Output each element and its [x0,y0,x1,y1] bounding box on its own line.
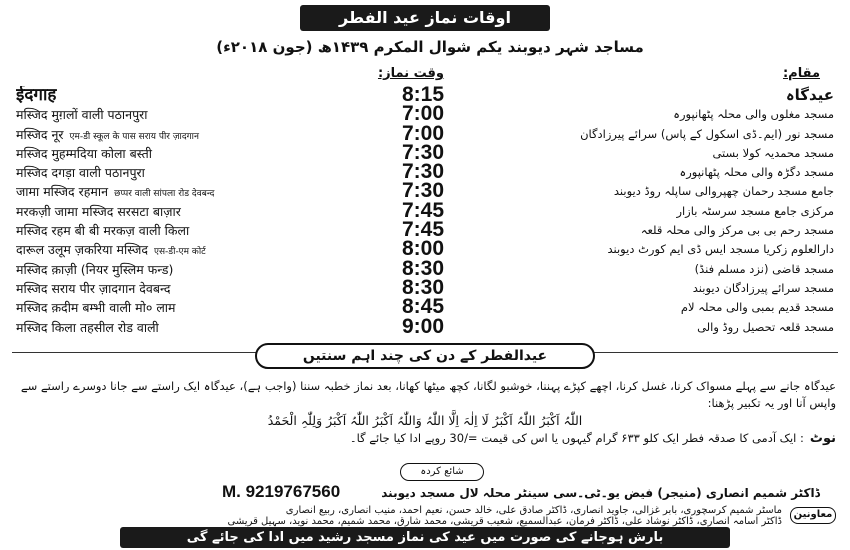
hindi-mosque-name: मस्जिद सराय पीर ज़ादगान देवबन्द [16,280,171,296]
hindi-mosque-name: ईदगाह [16,86,57,105]
poster-subtitle: مساجد شہر دیوبند یکم شوال المکرم ۱۴۳۹ھ (جون ۲۰۱۸ء) [216,38,644,56]
hindi-mosque-name: मस्जिद मुहम्मदिया कोला बस्ती [16,145,153,161]
poster-title: اوقات نماز عید الفطر [300,5,550,31]
helpers-section [84,505,836,527]
rain-notice-footer: بارش ہوجانے کی صورت میں عید کی نماز مسجد رشید میں ادا کی جائے گی [120,527,730,548]
urdu-mosque-name: مسجد مغلوں والی محلہ پٹھانپورہ [673,107,834,122]
prayer-time: 8:30 [401,256,445,280]
note-text: : ایک آدمی کا صدقہ فطر ایک کلو ۶۳۳ گرام گیہوں یا اس کی قیمت =/30 روپے ادا کیا جائے گا۔ [349,431,804,445]
urdu-mosque-name: مسجد محمدیہ کولا بستی [712,145,834,160]
urdu-mosque-name: مسجد قلعہ تحصیل روڈ والی [697,319,834,334]
hindi-mosque-name: मस्जिद क़ाज़ी (नियर मुस्लिम फन्ड) [16,261,174,277]
hindi-mosque-name: मस्जिद रहम बी बी मरकज़ वाली किला [16,223,190,239]
place-column-header: مقام: [782,66,820,81]
hindi-mosque-name: मस्जिद किला तहसील रोड वाली [16,319,159,335]
hindi-mosque-name: मस्जिद क़दीम बम्भी वाली मो० लाम [16,300,176,316]
prayer-time: 7:30 [401,160,445,184]
published-by-badge: شائع کردہ [400,463,484,481]
takbir-text: اللّٰہُ اَکْبَرُ اللّٰہُ اَکْبَرُ لَا اِلٰہَ اِلَّا اللّٰہُ وَاللّٰہُ اَکْبَرُ اللّٰہُ اَکْبَرُ وَلِلّٰہِ الْحَمْدُ [267,413,583,428]
prayer-time: 8:00 [401,237,445,261]
prayer-times-table [16,83,834,338]
hindi-mosque-name: दारूल उलूम ज़करिया मस्जिद एस-डी-एम कोर्ट [16,242,206,258]
urdu-mosque-name: مسجد دگڑہ والی محلہ پٹھانپورہ [679,165,834,180]
prayer-time: 8:15 [401,83,445,106]
helpers-line: ماسٹر شمیم کرسچوری، بابر غزالی، جاوید انصاری، ڈاکٹر صادق علی، خالد حسن، نعیم احمد، منیب انصاری، ربیع انصاری [285,505,782,516]
sunnah-text: عیدگاہ جانے سے پہلے مسواک کرنا، غسل کرنا، اچھے کپڑے پہننا، خوشبو لگانا، کچھ میٹھا کھانا، بعد نماز خطبہ سننا (واجب ہے)، عیدگاہ ایک راستے سے جانا دوسرے راستے سے واپس آنا اور یہ تکبیر پڑھنا: [20,379,836,410]
table-row [16,314,834,338]
time-column-header: وقت نماز: [377,66,445,81]
urdu-mosque-name: عیدگاہ [785,86,834,104]
prayer-time: 7:00 [401,121,445,145]
urdu-mosque-name: دارالعلوم زکریا مسجد ایس ڈی ایم کورٹ دیوبند [607,242,834,257]
prayer-time: 8:30 [401,275,445,299]
hindi-mosque-name: मरकज़ी जामा मस्जिद सरसटा बाज़ार [16,203,181,219]
prayer-time: 7:30 [401,179,445,203]
sunnah-banner: عیدالفطر کے دن کی چند اہم سنتیں [255,343,595,369]
prayer-time: 7:00 [401,102,445,126]
hindi-mosque-name: मस्जिद दगड़ा वाली पठानपुरा [16,165,145,181]
prayer-time: 8:45 [401,295,445,319]
helpers-label: معاونین [790,507,836,524]
hindi-mosque-name: मस्जिद नूर एम-डी स्कूल के पास सराय पीर ज़ादगान [16,126,200,142]
note-label: نوٹ [809,431,836,446]
urdu-mosque-name: مسجد سرائے پیرزادگان دیوبند [692,280,834,295]
helpers-list [82,505,782,527]
prayer-time: 9:00 [401,314,445,338]
fitrah-note [14,430,836,448]
urdu-mosque-name: مسجد قاضی (نزد مسلم فنڈ) [694,261,834,276]
urdu-mosque-name: مسجد نور (ایم۔ڈی اسکول کے پاس) سرائے پیرزادگان [580,126,834,141]
prayer-time: 7:30 [401,140,445,164]
prayer-time: 7:45 [401,218,445,242]
prayer-time: 7:45 [401,198,445,222]
hindi-mosque-name: मस्जिद मुग़लों वाली पठानपुरा [16,107,148,123]
mobile-number: M. 9219767560 [222,482,341,501]
urdu-mosque-name: مسجد رحم بی بی مرکز والی محلہ قلعہ [640,223,834,238]
publisher-name: ڈاکٹر شمیم انصاری (منیجر) فیض یو۔ٹی۔سی سینٹر محلہ لال مسجد دیوبند [381,486,820,500]
helpers-line: ڈاکٹر اسامہ انصاری، ڈاکٹر نوشاد علی، ڈاکٹر فرمان، عبدالسمیع، شعیب قریشی، محمد شارق، محمد شمیم، محمد نوید، سہیل قریشی [227,516,782,527]
hindi-mosque-name: जामा मस्जिद रहमान छप्पर वाली सांपला रोड देवबन्द [16,184,215,200]
urdu-mosque-name: مرکزی جامع مسجد سرسٹہ بازار [676,203,834,218]
urdu-mosque-name: مسجد قدیم بمبی والی محلہ لام [680,300,834,315]
urdu-mosque-name: جامع مسجد رحمان چھپروالی ساپلہ روڈ دیوبند [613,184,834,199]
